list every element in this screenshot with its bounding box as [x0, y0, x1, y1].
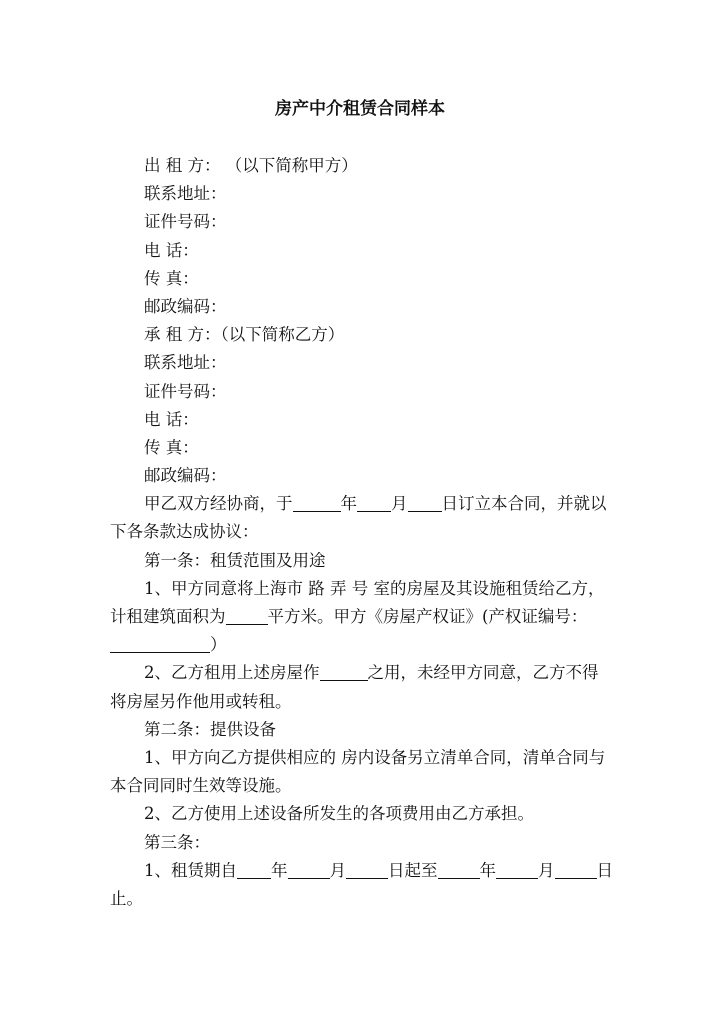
term-text-g: 日 [596, 860, 613, 880]
month-blank [357, 493, 391, 512]
lessor-fax-line: 传 真： [144, 268, 199, 288]
area-text-a: 计租建筑面积为 [110, 607, 226, 626]
lessee-address-line: 联系地址： [144, 353, 227, 373]
intro-line-1 [110, 490, 616, 518]
lessee-phone-line: 电 话： [144, 409, 199, 429]
usage-blank [320, 662, 368, 681]
area-blank [226, 606, 268, 625]
term-text-d: 日起至 [388, 860, 438, 880]
start-day-blank [346, 860, 388, 879]
article-2-p1-line-2: 本合同同时生效等设施。 [110, 776, 292, 796]
lessor-label: 出 租 方： [144, 156, 221, 175]
term-text-a: 1、租赁期自 [144, 860, 237, 880]
intro-text-d: 日订立本合同，并就以 [441, 494, 607, 514]
lessee-id-line: 证件号码： [144, 381, 227, 401]
term-text-f: 月 [538, 860, 555, 880]
day-blank [408, 493, 442, 512]
year-blank [293, 493, 341, 512]
article-2-title: 第二条：提供设备 [144, 719, 276, 739]
article-1-p2-line-1 [110, 659, 616, 687]
lessor-line [110, 152, 616, 180]
lessee-fax-line: 传 真： [144, 437, 199, 457]
article-3-p1-line-2: 止。 [110, 888, 143, 908]
article-2-p1-line-1: 1、甲方向乙方提供相应的 房内设备另立清单合同，清单合同与 [144, 747, 606, 767]
term-text-c: 月 [329, 860, 346, 880]
lessee-label: 承 租 方： [144, 325, 221, 345]
lessor-postcode-line: 邮政编码： [144, 296, 227, 316]
usage-text-a: 2、乙方租用上述房屋作 [144, 663, 320, 683]
term-text-e: 年 [479, 860, 496, 880]
area-text-b: 平方米。甲方《房屋产权证》(产权证编号： [267, 607, 588, 626]
usage-text-b: 之用，未经甲方同意，乙方不得 [367, 663, 599, 683]
article-1-title: 第一条：租赁范围及用途 [144, 550, 326, 570]
end-day-blank [555, 860, 597, 879]
document-body [110, 152, 616, 913]
lessor-note: （以下简称甲方） [225, 156, 358, 175]
intro-text-b: 年 [340, 494, 357, 514]
lessor-id-line: 证件号码： [144, 212, 227, 232]
end-year-blank [438, 860, 480, 879]
end-month-blank [496, 860, 538, 879]
lessor-phone-line: 电 话： [144, 240, 199, 260]
start-month-blank [288, 860, 330, 879]
article-1-p1-line-3 [110, 631, 616, 659]
lessee-postcode-line: 邮政编码： [144, 466, 227, 486]
article-1-p1-line-1: 1、甲方同意将上海市 路 弄 号 室的房屋及其设施租赁给乙方， [144, 578, 605, 598]
lessee-note: （以下简称乙方） [220, 325, 345, 345]
start-year-blank [237, 860, 271, 879]
intro-text-a: 甲乙双方经协商，于 [144, 494, 293, 514]
article-1-p1-line-2 [110, 603, 616, 631]
certificate-number-blank [110, 634, 210, 653]
intro-line-2: 下各条款达成协议： [110, 522, 259, 542]
lessor-address-line: 联系地址： [144, 184, 227, 204]
article-3-p1-line-1 [110, 857, 616, 885]
article-2-p2: 2、乙方使用上述设备所发生的各项费用由乙方承担。 [144, 804, 534, 824]
intro-text-c: 月 [391, 494, 408, 514]
article-1-p2-line-2: 将房屋另作他用或转租。 [110, 691, 292, 711]
term-text-b: 年 [271, 860, 288, 880]
closing-paren: ） [210, 635, 227, 655]
lessee-line [110, 321, 616, 349]
document-title: 房产中介租赁合同样本 [275, 99, 445, 119]
article-3-title: 第三条： [144, 832, 210, 852]
